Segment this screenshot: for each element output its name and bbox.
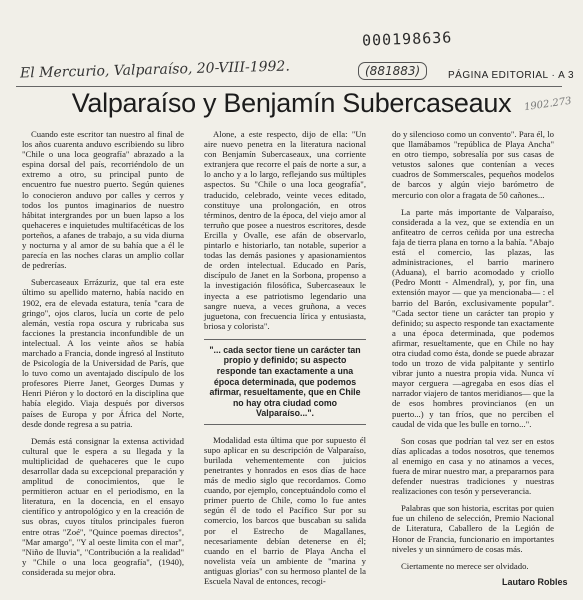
pull-quote: "... cada sector tiene un carácter tan propio y definido; su aspecto responde tan exactamente a una época determinada, que podemos afirmar, resueltamente, que en Chile no hay otra ciudad como Valparaíso...".	[204, 339, 366, 425]
paragraph: do y silencioso como un convento". Para él, lo que llamábamos "república de Playa Ancha" en otro tiempo, sobresalía por sus casas de vetustos salones que contenían a veces cuadros de Sommerscales, pequeños modelos de barcos y algún viejo barómetro de mercurio con olor a fragata de 50 cañones...	[392, 129, 554, 200]
paragraph: Son cosas que podrían tal vez ser en estos días aplicadas a todos nosotros, que tenemos al enemigo en casa y no atinamos a veces, fuera de mirar nuestro mar, a prepararnos para defender nuestras tradiciones y nuestras realizaciones con tesón y perseverancia.	[392, 435, 554, 497]
section-label: PÁGINA EDITORIAL · A 3	[448, 70, 575, 81]
author-byline: Lautaro Robles	[502, 577, 568, 587]
side-handwritten-number: 1902.273	[523, 95, 573, 114]
boxed-reference-number: (881883)	[358, 62, 427, 80]
paragraph: Ciertamente no merece ser olvidado.	[401, 560, 529, 571]
header-rule	[16, 86, 562, 87]
paragraph: Demás está consignar la extensa actividad cultural que le espera a su llegada y la multiplicidad de quehaceres que le cupo desarrollar dada su excepcional preparación y amplitud de conocimientos, que le permitieron actuar en el periodismo, en la literatura, en la docencia, en el ensayo científico y antropológico y en la creación de sus obras, cuyos títulos principales fueron entre otras "Zoé", "Quince poemas directos", "Mar amargo", "Y al oeste limita con el mar", "Niño de lluvia", "Contribución a la realidad" y "Chile o una loca geografía", (1940), considerada su mejor obra.	[22, 435, 184, 577]
paragraph: Alone, a este respecto, dijo de ella: "Un aire nuevo penetra en la literatura nacional con Benjamín Subercaseaux, una corriente extranjera que recorre el país de norte a sur, a lo ancho y a lo largo, reflejando sus múltiples aspectos. Su "Chile o una loca geografía", traducido, celebrado, veinte veces editado, constituye una prolongación, en otros términos, dentro de la época, del viejo amor al terruño que posee a nuestros escritores, desde Ercilla y Ovalle, ese afán de observarlo, pintarlo e historiarlo, tan notable, superior a todas las demás pasiones y apasionamientos de orden intelectual. Educado en París, discípulo de Janet en la Sorbona, propenso a la investigación filosófica, Subercaseaux le inyecta a ese patriotismo legendario una sangre nueva, a veces gruñona, a veces juguetona, con frecuencia lírica y entusiasta, briosa y colorista".	[204, 129, 366, 331]
article-title: Valparaíso y Benjamín Subercaseaux	[71, 88, 512, 118]
handwritten-source-note: El Mercurio, Valparaíso, 20-VIII-1992.	[19, 58, 291, 82]
column-3	[392, 129, 554, 578]
column-1	[22, 129, 184, 584]
archive-stamp: 000198636	[361, 28, 453, 50]
column-2	[204, 129, 366, 593]
paragraph: La parte más importante de Valparaíso, considerada a la vez, que se extendía en un anfiteatro de cerros ceñida por una estrecha faja de tierra plana en torno a la bahía. "Abajo está el comercio, las plazas, las administraciones, el barrio marinero (Aduana), el barrio acomodado y criollo (Pedro Montt - Almendral), y, por fin, una extensión mayor — que ya mencionaba— : el barrio del Barón, exclusivamente popular". "Cada sector tiene un carácter tan propio y definido; su aspecto responde tan exactamente a una época determinada, que podemos afirmar, resueltamente, que en Chile no hay otra ciudad como ésta, donde se puede abrazar todo un trozo de vida palpitante y sentirlo vibrar junto a nuestra propia vida. Nunca ví mayor cerguera —agregaba en esos días el narrador viajero de tantos meridianos— que la de esos hombres provincianos (en un puerto...) y tan fríos, que no perciben el caudal de vida que les bulle en torno...".	[392, 206, 554, 429]
paragraph: Palabras que son historia, escritas por quien fue un chileno de selección, Premio Nacional de Literatura, Caballero de la Legión de Honor de Francia, funcionario en importantes niveles y un sinnúmero de cosas más.	[392, 503, 554, 554]
paragraph: Cuando este escritor tan nuestro al final de los años cuarenta anduvo escribiendo su libro "Chile o una loca geografía" abrazado a la espina dorsal del país, recorriéndolo de un extremo a otro, su principal punto de encuentro fue nuestro puerto. Según quienes lo conocieron anduvo por calles y cerros y todos los puntos imaginarios de nuestro hábitat intergrandes por un buen lapso a los quehaceres e inquietudes multifacéticas de los porteños, a afanes de trabajo, a su vida diurna y nocturna y al amor de su bahía que a él le parecía en las noches claras un amplio collar de pedrerías.	[22, 129, 184, 271]
paragraph: Subercaseaux Errázuriz, que tal era este último su apellido materno, había nacido en 1902, era de elevada estatura, tenía "cara de gringo", ojos claros, lucía un corte de pelo alemán, vestía ropa oscura y rubricaba sus facciones la prestancia inconfundible de un intelectual. A los veinte años se había marchado a Francia, donde ingresó al Instituto de Psicología de la Universidad de París, que lo tuvo como un aventajado discípulo de los profesores Pierre Janet, Georges Dumas y Henri Piéron y lo doctoró en la disciplina que había elegido. Viaja después por diversos países de Europa y por África del Norte, desde donde regresa a su patria.	[22, 277, 184, 429]
paragraph: Modalidad esta última que por supuesto él supo aplicar en su descripción de Valparaíso, burilada vehementemente con juicios penetrantes y honrados en esos días de hace más de medio siglo que recordamos. Como cuando, por ejemplo, conceptuándolo como el primer puerto de Chile, como lo fue antes según él de todo el Pacífico Sur por su comercio, los barcos que buscaban su salida por el Estrecho de Magallanes, necesariamente debían detenerse en él; cuando en el barrio de Playa Ancha el novelista veía un ambiente de "marina y antiguas glorias" con su hermoso plantel de la Escuela Naval de entonces, recogi-	[204, 434, 366, 587]
